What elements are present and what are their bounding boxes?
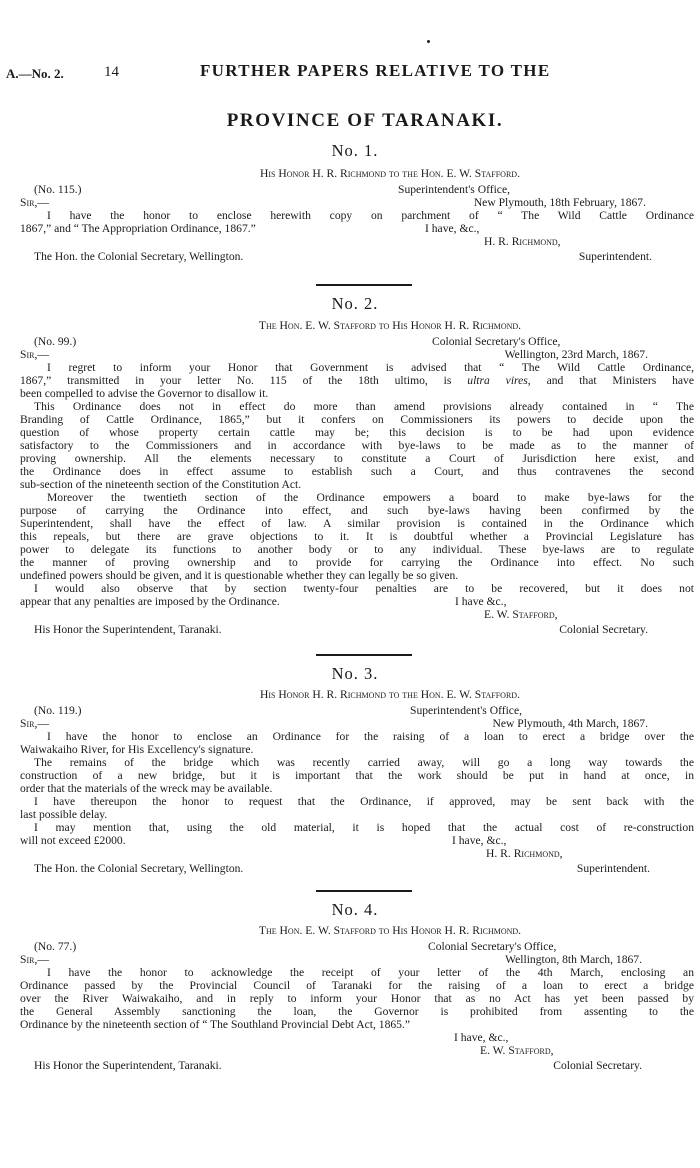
letter-2-place-date: Wellington, 23rd March, 1867. bbox=[504, 348, 648, 361]
letter-2-body-line: the Ordinance does in effect assume to establish such a Court, and thus contravenes the second bbox=[20, 465, 694, 478]
letter-3-role: Superintendent. bbox=[576, 862, 650, 875]
letter-2-body-line: 1867,” transmitted in your letter No. 115 of the 18th ultimo, is ultra vires, and that Ministers have bbox=[20, 374, 694, 387]
letter-1-body-line: 1867,” and “ The Appropriation Ordinance, 1867.” bbox=[20, 222, 256, 235]
letter-3-body-line: The remains of the bridge which was recently carried away, will go a long way towards the bbox=[34, 756, 694, 769]
letter-4-signature: E. W. Stafford, bbox=[480, 1044, 554, 1057]
letter-2-office: Colonial Secretary's Office, bbox=[432, 335, 561, 348]
section-divider bbox=[316, 284, 412, 286]
letter-3-closing: I have, &c., bbox=[452, 834, 507, 847]
letter-1-office: Superintendent's Office, bbox=[398, 183, 510, 196]
letter-3-body-line: I may mention that, using the old material, it is hoped that the actual cost of re-construction bbox=[34, 821, 694, 834]
letter-3-body-line: Waiwakaiho River, for His Excellency's signature. bbox=[20, 743, 254, 756]
letter-2-body-line: sub-section of the nineteenth section of the Constitution Act. bbox=[20, 478, 302, 491]
section-divider bbox=[316, 654, 412, 656]
letter-2-body-line: Branding of Cattle Ordinance, 1865,” but it confers on Commissioners its powers to decide upon the bbox=[20, 413, 694, 426]
letter-1-salutation: Sir,— bbox=[20, 196, 49, 209]
letter-1-body-line: I have the honor to enclose herewith copy on parchment of “ The Wild Cattle Ordinance bbox=[47, 209, 694, 222]
letter-3-body-line: I have the honor to enclose an Ordinance for the raising of a loan to erect a bridge over the bbox=[47, 730, 694, 743]
letter-3-office: Superintendent's Office, bbox=[410, 704, 522, 717]
letter-4-closing: I have, &c., bbox=[454, 1031, 509, 1044]
letter-3-from-to: His Honor H. R. Richmond to the Hon. E. W. Stafford. bbox=[260, 688, 520, 701]
stray-ink-mark bbox=[427, 40, 430, 43]
letter-4-body-line: the General Assembly sanctioning the loan, the Governor is prohibited from assenting to the bbox=[20, 1005, 694, 1018]
letter-2-role: Colonial Secretary. bbox=[559, 623, 648, 636]
letter-1-role: Superintendent. bbox=[578, 250, 652, 263]
letter-2-body-line: been compelled to advise the Governor to disallow it. bbox=[20, 387, 269, 400]
letter-4-body-line: Ordinance passed by the Provincial Council of Taranaki for the raising of a loan to erect a bridge bbox=[20, 979, 694, 992]
letter-4-heading: No. 4. bbox=[331, 900, 379, 919]
letter-1-heading: No. 1. bbox=[331, 141, 379, 160]
letter-3-body-line: order that the materials of the wreck may be available. bbox=[20, 782, 273, 795]
letter-2-salutation: Sir,— bbox=[20, 348, 49, 361]
letter-4-from-to: The Hon. E. W. Stafford to His Honor H. R. Richmond. bbox=[258, 924, 522, 937]
letter-2-body-line: This Ordinance does not in effect do more than amend provisions already contained in “ The bbox=[34, 400, 694, 413]
letter-2-body-line: undefined powers should be given, and it is questionable whether they can legally be so given. bbox=[20, 569, 459, 582]
letter-1-ref: (No. 115.) bbox=[34, 183, 82, 196]
letter-2-body-line: Moreover the twentieth section of the Ordinance empowers a board to make bye-laws for the bbox=[47, 491, 694, 504]
letter-4-addressee: His Honor the Superintendent, Taranaki. bbox=[34, 1059, 222, 1072]
letter-4-body-line: over the River Waiwakaiho, and in reply to inform your Honor that as no Act has yet been passed by bbox=[20, 992, 694, 1005]
letter-2-addressee: His Honor the Superintendent, Taranaki. bbox=[34, 623, 222, 636]
letter-2-heading: No. 2. bbox=[331, 294, 379, 313]
letter-4-place-date: Wellington, 8th March, 1867. bbox=[505, 953, 642, 966]
letter-2-closing: I have &c., bbox=[455, 595, 507, 608]
letter-4-ref: (No. 77.) bbox=[34, 940, 77, 953]
letter-2-body-line: Superintendent, shall have the effect of law. A similar provision is contained in the Ordinance which bbox=[20, 517, 694, 530]
letter-1-from-to: His Honor H. R. Richmond to the Hon. E. W. Stafford. bbox=[260, 167, 520, 180]
section-divider bbox=[316, 890, 412, 892]
letter-3-addressee: The Hon. the Colonial Secretary, Wellington. bbox=[34, 862, 244, 875]
letter-3-body-line: I have thereupon the honor to request that the Ordinance, if approved, may be sent back with the bbox=[34, 795, 694, 808]
letter-2-body-line: question of whose property certain cattle may be; this decision is to be had upon evidence bbox=[20, 426, 694, 439]
letter-2-body-line: this repeals, but there are grave objections to it. It is doubtful whether a Provincial Legislature has bbox=[20, 530, 694, 543]
letter-2-signature: E. W. Stafford, bbox=[484, 608, 558, 621]
letter-2-body-line: appear that any penalties are imposed by the Ordinance. bbox=[20, 595, 280, 608]
letter-4-salutation: Sir,— bbox=[20, 953, 49, 966]
letter-1-place-date: New Plymouth, 18th February, 1867. bbox=[473, 196, 646, 209]
letter-3-ref: (No. 119.) bbox=[34, 704, 82, 717]
letter-2-body-line: purpose of carrying the Ordinance into effect, and such bye-laws having been confirmed by the bbox=[20, 504, 694, 517]
series-label: A.—No. 2. bbox=[6, 66, 64, 81]
letter-3-body-line: last possible delay. bbox=[20, 808, 108, 821]
letter-1-signature: H. R. Richmond, bbox=[484, 235, 561, 248]
letter-1-closing: I have, &c., bbox=[425, 222, 480, 235]
letter-3-place-date: New Plymouth, 4th March, 1867. bbox=[492, 717, 648, 730]
letter-2-body-line: I would also observe that by section twenty-four penalties are to be recovered, but it does not bbox=[34, 582, 694, 595]
letter-4-body-line: I have the honor to acknowledge the receipt of your letter of the 4th March, enclosing an bbox=[47, 966, 694, 979]
page-subtitle: PROVINCE OF TARANAKI. bbox=[226, 110, 504, 131]
letter-3-heading: No. 3. bbox=[331, 664, 379, 683]
page-header-title: FURTHER PAPERS RELATIVE TO THE bbox=[200, 61, 551, 80]
letter-2-body-line: satisfactory to the Commissioners and in accordance with bye-laws to be made as to the manner of bbox=[20, 439, 694, 452]
letter-4-body-line: Ordinance by the nineteenth section of “ The Southland Provincial Debt Act, 1865.” bbox=[20, 1018, 411, 1031]
letter-3-body-line: construction of a new bridge, but it is important that the work should be put in hand at once, in bbox=[20, 769, 694, 782]
letter-3-salutation: Sir,— bbox=[20, 717, 49, 730]
letter-2-ref: (No. 99.) bbox=[34, 335, 77, 348]
letter-2-body-line: I regret to inform your Honor that Government is advised that “ The Wild Cattle Ordinance, bbox=[47, 361, 694, 374]
letter-3-body-line: will not exceed £2000. bbox=[20, 834, 126, 847]
letter-4-office: Colonial Secretary's Office, bbox=[428, 940, 557, 953]
letter-2-body-line: proving ownership. All the elements necessary to constitute a Court of Jurisdiction here exist, and bbox=[20, 452, 694, 465]
letter-4-role: Colonial Secretary. bbox=[553, 1059, 642, 1072]
letter-2-body-line: the manner of proving ownership and to provide for carrying the Ordinance into effect. No such bbox=[20, 556, 694, 569]
letter-2-body-line: power to delegate its functions to another body or to any individual. These bye-laws are to regulate bbox=[20, 543, 694, 556]
letter-2-from-to: The Hon. E. W. Stafford to His Honor H. R. Richmond. bbox=[258, 319, 522, 332]
letter-3-signature: H. R. Richmond, bbox=[486, 847, 563, 860]
page-number: 14 bbox=[104, 64, 119, 80]
letter-1-addressee: The Hon. the Colonial Secretary, Wellington. bbox=[34, 250, 244, 263]
